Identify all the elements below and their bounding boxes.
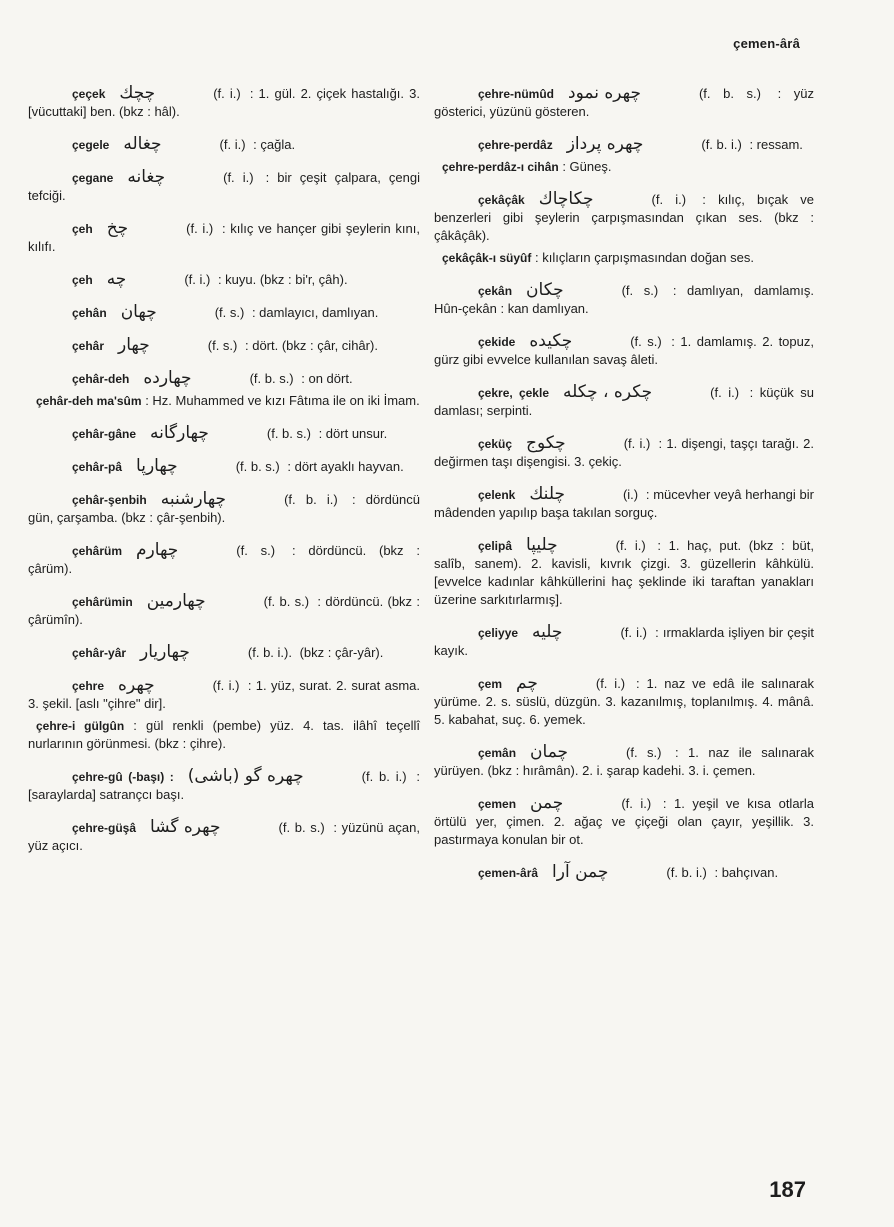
entry-headword: çegane [72, 171, 114, 185]
entry-headword: çegele [72, 138, 110, 152]
entry-definition: : çağla. [253, 137, 296, 152]
dictionary-subentry [434, 158, 814, 176]
entry-arabic-script: چكان [526, 280, 564, 300]
dictionary-entry [28, 818, 420, 855]
entry-definition: : [saraylarda] satrançcı başı. [28, 769, 420, 802]
entry-definition: : mücevher veyâ herhangi bir mâdenden yapılıp başa takılan sorguç. [434, 487, 814, 520]
entry-headword: çehre-gû (-başı) : [72, 770, 174, 784]
entry-definition: : 1. damlamış. 2. topuz, gürz gibi evvelce kullanılan savaş âleti. [434, 334, 814, 367]
entry-arabic-script: چهارم [136, 540, 179, 560]
entry-arabic-script: چم [516, 673, 538, 693]
entry-arabic-script: چغاله [123, 134, 162, 154]
entry-grammar: (f. s.) [630, 334, 662, 349]
entry-headword: çehârümin [72, 595, 133, 609]
dictionary-entry [28, 643, 420, 662]
entry-headword: çeküç [478, 437, 513, 451]
dictionary-entry [28, 767, 420, 804]
dictionary-subentry [28, 717, 420, 753]
entry-grammar: (f. i.) [184, 272, 211, 287]
dictionary-entry [28, 424, 420, 443]
entry-headword: çekâçâk [478, 193, 525, 207]
entry-arabic-script: چكاچاك [538, 189, 594, 209]
entry-arabic-script: چهار [118, 335, 150, 355]
entry-definition: : kılıç, bıçak ve benzerleri gibi şeylerin çarpışmasından çıkan ses. (bkz : çâkâçâk). [434, 192, 814, 243]
entry-definition: : küçük su damlası; serpinti. [434, 385, 814, 418]
entry-headword: çelenk [478, 488, 516, 502]
entry-arabic-script: چليپا [526, 535, 558, 555]
entry-definition: : dört ayaklı hayvan. [287, 459, 404, 474]
dictionary-entry [434, 383, 814, 420]
dictionary-entry [28, 168, 420, 205]
entry-headword: çelipâ [478, 539, 513, 553]
dictionary-entry [28, 369, 420, 388]
entry-arabic-script: چهارگانه [150, 423, 209, 443]
entry-grammar: (f. b. s.) [249, 371, 294, 386]
entry-definition: : dört unsur. [318, 426, 388, 441]
entry-headword: çemen-ârâ [478, 866, 539, 880]
dictionary-entry [28, 676, 420, 713]
subentry-headword: çehre-perdâz-ı cihân [442, 160, 559, 174]
dictionary-subentry [28, 392, 420, 410]
entry-headword: çehâr-şenbih [72, 493, 147, 507]
running-header: çemen-ârâ [733, 36, 800, 51]
dictionary-entry [434, 281, 814, 318]
entry-headword: çehre-perdâz [478, 138, 553, 152]
entry-grammar: (f. b. s.) [266, 426, 311, 441]
entry-arabic-script: چه [106, 269, 127, 289]
entry-grammar: (f. b. i.). [247, 645, 292, 660]
entry-headword: çeh [72, 273, 93, 287]
entry-arabic-script: چهارده [143, 368, 192, 388]
entry-definition: : ressam. [749, 137, 803, 152]
dictionary-entry [434, 84, 814, 121]
entry-grammar: (f. b. i.) [361, 769, 407, 784]
entry-headword: çehâr-yâr [72, 646, 127, 660]
entry-definition: : 1. yüz, surat. 2. surat asma. 3. şekil. [aslı "çihre" dir]. [28, 678, 420, 711]
entry-arabic-script: چكوج [526, 433, 566, 453]
entry-grammar: (f. i.) [186, 221, 214, 236]
dictionary-entry [28, 135, 420, 154]
entry-headword: çehâr-pâ [72, 460, 123, 474]
entry-headword: çeçek [72, 87, 106, 101]
dictionary-entry [28, 592, 420, 629]
dictionary-entry [28, 490, 420, 527]
entry-definition: : 1. naz ile salınarak yürüyen. (bkz : hırâmân). 2. i. şarap kadehi. 3. i. çemen. [434, 745, 814, 778]
entry-grammar: (f. i.) [219, 137, 246, 152]
entry-definition: : on dört. [301, 371, 353, 386]
entry-definition: : bahçıvan. [714, 865, 779, 880]
entry-definition: : ırmaklarda işliyen bir çeşit kayık. [434, 625, 814, 658]
entry-grammar: (f. s.) [621, 283, 659, 298]
entry-grammar: (f. b. s.) [263, 594, 310, 609]
entry-grammar: (f. b. i.) [284, 492, 338, 507]
subentry-definition: : Güneş. [562, 159, 612, 174]
entry-grammar: (f. i.) [620, 625, 647, 640]
entry-arabic-script: چهره [118, 675, 155, 695]
entry-grammar: (f. b. s.) [278, 820, 325, 835]
dictionary-entry [434, 135, 814, 154]
dictionary-entry [434, 623, 814, 660]
entry-definition: : dördüncü. (bkz : çârüm). [28, 543, 420, 576]
entry-definition: : dört. (bkz : çâr, cihâr). [245, 338, 378, 353]
entry-grammar: (f. s.) [236, 543, 276, 558]
entry-definition: : damlayıcı, damlıyan. [251, 305, 379, 320]
entry-definition: : bir çeşit çalpara, çengi tefciği. [28, 170, 420, 203]
entry-definition: : yüz gösterici, yüzünü gösteren. [434, 86, 814, 119]
entry-arabic-script: چكره ، چكله [563, 382, 653, 402]
subentry-definition: : gül renkli (pembe) yüz. 4. tas. ilâhî teçellî nurlarının görünmesi. (bkz : çihre). [28, 718, 420, 751]
entry-grammar: (f. s.) [626, 745, 662, 760]
entry-definition: : kılıç ve hançer gibi şeylerin kını, kılıfı. [28, 221, 420, 254]
entry-grammar: (f. s.) [207, 338, 238, 353]
entry-definition: : 1. haç, put. (bkz : büt, salîb, sanem). 2. kavisli, kıvrık çizgi. 3. güzellerin kâhkülü. [evvelce kadınlar kâhküllerini haç şeklinde iki taraftan yanakları üzerine sarkıtırlarmış]. [434, 538, 814, 607]
entry-grammar: (f. s.) [214, 305, 245, 320]
entry-headword: çehân [72, 306, 107, 320]
entry-arabic-script: چمان [530, 742, 569, 762]
dictionary-entry [434, 743, 814, 780]
left-column [28, 84, 420, 869]
entry-arabic-script: چهارمين [146, 591, 206, 611]
entry-grammar: (f. i.) [621, 796, 652, 811]
entry-arabic-script: چهره پرداز [566, 134, 644, 154]
entry-headword: çehre-güşâ [72, 821, 137, 835]
entry-definition: (bkz : çâr-yâr). [299, 645, 384, 660]
entry-grammar: (f. b. s.) [698, 86, 761, 101]
dictionary-entry [28, 457, 420, 476]
entry-grammar: (f. i.) [212, 678, 240, 693]
entry-arabic-script: چهره گشا [150, 817, 221, 837]
entry-definition: : 1. dişengi, taşçı tarağı. 2. değirmen taşı dişengisi. 3. çekiç. [434, 436, 814, 469]
entry-headword: çekân [478, 284, 513, 298]
subentry-definition: : kılıçların çarpışmasından doğan ses. [535, 250, 754, 265]
entry-grammar: (i.) [622, 487, 639, 502]
dictionary-subentry [434, 249, 814, 267]
entry-arabic-script: چهره گو (باشى) [187, 766, 304, 786]
entry-grammar: (f. i.) [710, 385, 740, 400]
entry-definition: : kuyu. (bkz : bi'r, çâh). [217, 272, 348, 287]
entry-headword: çekide [478, 335, 516, 349]
dictionary-entry [434, 332, 814, 369]
entry-headword: çemân [478, 746, 517, 760]
entry-headword: çehre-nümûd [478, 87, 555, 101]
entry-arabic-script: چليه [532, 622, 563, 642]
entry-arabic-script: چهارپا [136, 456, 178, 476]
entry-headword: çehâr-gâne [72, 427, 137, 441]
entry-definition: : dördüncü. (bkz : çârümîn). [28, 594, 420, 627]
entry-headword: çem [478, 677, 503, 691]
subentry-definition: : Hz. Muhammed ve kızı Fâtıma ile on iki İmam. [145, 393, 420, 408]
dictionary-entry [28, 336, 420, 355]
entry-grammar: (f. b. i.) [701, 137, 742, 152]
dictionary-entry [434, 434, 814, 471]
entry-grammar: (f. i.) [623, 436, 651, 451]
dictionary-entry [434, 794, 814, 849]
entry-headword: çekre, çekle [478, 386, 549, 400]
subentry-headword: çekâçâk-ı süyûf [442, 251, 532, 265]
entry-headword: çehâr [72, 339, 105, 353]
entry-arabic-script: چهارشنبه [160, 489, 227, 509]
entry-grammar: (f. i.) [651, 192, 687, 207]
entry-arabic-script: چهره نمود [568, 83, 641, 103]
entry-arabic-script: چچك [119, 83, 156, 103]
page-number: 187 [769, 1177, 806, 1202]
subentry-headword: çehâr-deh ma'sûm [36, 394, 142, 408]
entry-headword: çeliyye [478, 626, 519, 640]
entry-definition: : 1. gül. 2. çiçek hastalığı. 3. [vücuttaki] ben. (bkz : hâl). [28, 86, 420, 119]
entry-arabic-script: چكيده [529, 331, 573, 351]
subentry-headword: çehre-i gülgûn [36, 719, 125, 733]
entry-arabic-script: چخ [106, 218, 129, 238]
entry-grammar: (f. i.) [595, 676, 626, 691]
entry-headword: çehâr-deh [72, 372, 130, 386]
entry-definition: : damlıyan, damlamış. Hûn-çekân : kan damlıyan. [434, 283, 814, 316]
entry-headword: çehre [72, 679, 105, 693]
entry-grammar: (f. i.) [213, 86, 241, 101]
dictionary-entry [28, 219, 420, 256]
entry-definition: : dördüncü gün, çarşamba. (bkz : çâr-şenbih). [28, 492, 420, 525]
entry-headword: çehârüm [72, 544, 123, 558]
entry-arabic-script: چلنك [529, 484, 565, 504]
entry-definition: : yüzünü açan, yüz açıcı. [28, 820, 420, 853]
entry-grammar: (f. i.) [615, 538, 646, 553]
entry-grammar: (f. i.) [223, 170, 254, 185]
dictionary-entry [434, 485, 814, 522]
entry-headword: çemen [478, 797, 517, 811]
entry-arabic-script: چمن [530, 793, 564, 813]
entry-grammar: (f. b. s.) [235, 459, 280, 474]
dictionary-entry [28, 84, 420, 121]
dictionary-entry [28, 270, 420, 289]
entry-arabic-script: چمن آرا [552, 862, 609, 882]
right-column [434, 84, 814, 896]
entry-arabic-script: چغانه [127, 167, 166, 187]
dictionary-entry [434, 674, 814, 729]
entry-arabic-script: چهان [120, 302, 157, 322]
dictionary-entry [28, 541, 420, 578]
dictionary-entry [28, 303, 420, 322]
entry-headword: çeh [72, 222, 93, 236]
dictionary-entry [434, 536, 814, 609]
entry-grammar: (f. b. i.) [666, 865, 707, 880]
dictionary-entry [434, 863, 814, 882]
dictionary-entry [434, 190, 814, 245]
entry-arabic-script: چهاريار [140, 642, 190, 662]
entry-definition: : 1. yeşil ve kısa otlarla örtülü yer, çimen. 2. ağaç ve çiçeği olan çayır, yeşillik. 3. pastırmaya konulan bir ot. [434, 796, 814, 847]
entry-definition: : 1. naz ve edâ ile salınarak yürüme. 2. s. süslü, düzgün. 3. kazanılmış, toplanılmış. 4. mânâ. 5. kabahat, suç. 6. yemek. [434, 676, 814, 727]
